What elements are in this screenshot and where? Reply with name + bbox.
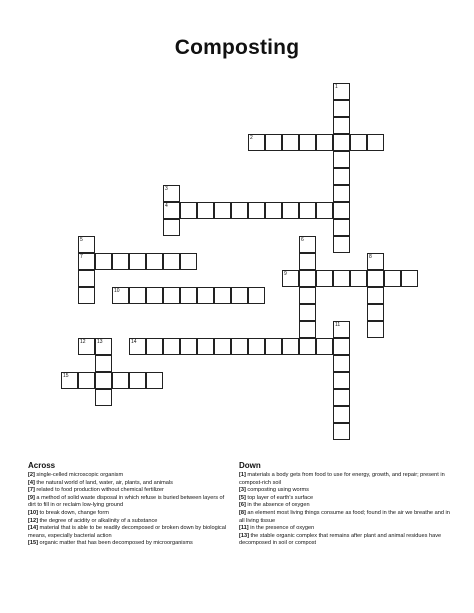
grid-cell[interactable] <box>299 338 316 355</box>
clue-text: a method of solid waste disposal in which refuse is buried between layers of dirt to fill in or reclaim low-lying ground <box>28 494 225 509</box>
grid-cell[interactable] <box>282 202 299 219</box>
across-clue <box>28 480 230 488</box>
grid-cell[interactable] <box>78 253 95 270</box>
clue-label: [2] <box>28 472 35 478</box>
grid-cell[interactable] <box>316 270 333 287</box>
across-heading: Across <box>28 461 56 470</box>
grid-cell[interactable] <box>248 202 265 219</box>
clue-number: 3 <box>165 186 168 192</box>
across-clue <box>28 472 230 480</box>
grid-cell[interactable] <box>180 287 197 304</box>
grid-cell[interactable] <box>333 236 350 253</box>
grid-cell[interactable] <box>112 372 129 389</box>
across-list <box>28 472 230 548</box>
grid-cell[interactable] <box>282 134 299 151</box>
grid-cell[interactable] <box>316 134 333 151</box>
grid-cell[interactable] <box>333 117 350 134</box>
clue-text: organic matter that has been decomposed by microorganisms <box>39 540 193 547</box>
clue-text: composting using worms <box>247 487 309 494</box>
grid-cell[interactable] <box>78 372 95 389</box>
clue-label: [4] <box>28 479 35 486</box>
clue-label: [11] <box>239 525 249 532</box>
grid-cell[interactable] <box>163 202 180 219</box>
grid-cell[interactable] <box>299 253 316 270</box>
clue-label: [12] <box>28 517 38 524</box>
down-clue <box>239 472 451 487</box>
across-clues <box>28 461 230 548</box>
grid-cell[interactable] <box>197 202 214 219</box>
grid-cell[interactable] <box>95 372 112 389</box>
clue-number: 10 <box>114 288 120 294</box>
grid-cell[interactable] <box>163 219 180 236</box>
grid-cell[interactable] <box>299 202 316 219</box>
grid-cell[interactable] <box>197 287 214 304</box>
grid-cell[interactable] <box>146 287 163 304</box>
grid-cell[interactable] <box>265 202 282 219</box>
grid-cell[interactable] <box>129 287 146 304</box>
grid-cell[interactable] <box>197 338 214 355</box>
grid-cell[interactable] <box>367 287 384 304</box>
grid-cell[interactable] <box>214 287 231 304</box>
grid-cell[interactable] <box>78 236 95 253</box>
clue-label: [6] <box>239 502 246 509</box>
grid-cell[interactable] <box>299 287 316 304</box>
grid-cell[interactable] <box>112 253 129 270</box>
clue-number: 12 <box>80 339 86 345</box>
grid-cell[interactable] <box>299 134 316 151</box>
down-clue <box>239 525 451 533</box>
clue-number: 9 <box>284 271 287 277</box>
grid-cell[interactable] <box>231 287 248 304</box>
grid-cell[interactable] <box>299 236 316 253</box>
grid-cell[interactable] <box>78 287 95 304</box>
clue-number: 11 <box>335 322 341 328</box>
clue-number: 13 <box>97 339 103 345</box>
down-clues <box>239 461 451 548</box>
clue-number: 4 <box>165 203 168 209</box>
grid-cell[interactable] <box>299 321 316 338</box>
grid-cell[interactable] <box>384 270 401 287</box>
clue-label: [9] <box>28 494 35 501</box>
grid-cell[interactable] <box>333 151 350 168</box>
across-clue <box>28 525 230 540</box>
clue-label: [10] <box>28 509 38 516</box>
grid-cell[interactable] <box>333 372 350 389</box>
grid-cell[interactable] <box>299 270 316 287</box>
down-heading: Down <box>239 461 261 470</box>
grid-cell[interactable] <box>231 338 248 355</box>
grid-cell[interactable] <box>95 253 112 270</box>
grid-cell[interactable] <box>333 355 350 372</box>
grid-cell[interactable] <box>350 270 367 287</box>
clue-label: [7] <box>28 487 35 494</box>
grid-cell[interactable] <box>78 338 95 355</box>
clue-text: single-celled microscopic organism <box>36 472 124 478</box>
grid-cell[interactable] <box>265 134 282 151</box>
grid-cell[interactable] <box>282 270 299 287</box>
grid-cell[interactable] <box>214 202 231 219</box>
grid-cell[interactable] <box>299 304 316 321</box>
grid-cell[interactable] <box>282 338 299 355</box>
grid-cell[interactable] <box>248 338 265 355</box>
grid-cell[interactable] <box>214 338 231 355</box>
grid-cell[interactable] <box>95 355 112 372</box>
clue-label: [15] <box>28 540 38 547</box>
clue-text: materials a body gets from food to use for energy, growth, and repair; present in compost-rich soil <box>239 472 445 486</box>
grid-cell[interactable] <box>248 287 265 304</box>
grid-cell[interactable] <box>333 423 350 440</box>
grid-cell[interactable] <box>129 253 146 270</box>
clue-label: [3] <box>239 487 246 494</box>
grid-cell[interactable] <box>333 202 350 219</box>
grid-cell[interactable] <box>129 338 146 355</box>
clue-number: 1 <box>335 84 338 90</box>
clue-text: in the presence of oxygen <box>250 525 315 532</box>
across-clue <box>28 540 230 548</box>
grid-cell[interactable] <box>95 338 112 355</box>
grid-cell[interactable] <box>333 270 350 287</box>
across-clue <box>28 495 230 510</box>
clue-number: 5 <box>80 237 83 243</box>
clue-number: 8 <box>369 254 372 260</box>
grid-cell[interactable] <box>163 253 180 270</box>
grid-cell[interactable] <box>180 202 197 219</box>
down-clue <box>239 502 451 510</box>
clue-text: material that is able to be readily decomposed or broken down by biological means, especially bacterial action <box>28 525 227 539</box>
grid-cell[interactable] <box>367 134 384 151</box>
clue-text: related to food production without chemical fertilizer <box>36 487 164 494</box>
grid-cell[interactable] <box>231 202 248 219</box>
grid-cell[interactable] <box>61 372 78 389</box>
page-title: Composting <box>174 36 300 59</box>
grid-cell[interactable] <box>316 338 333 355</box>
down-list <box>239 472 451 548</box>
grid-cell[interactable] <box>333 219 350 236</box>
grid-cell[interactable] <box>367 304 384 321</box>
clue-label: [1] <box>239 472 246 478</box>
clue-text: the natural world of land, water, air, plants, and animals <box>36 479 173 486</box>
clue-text: the stable organic complex that remains after plant and animal residues have decomposed in soil or compost <box>239 532 442 547</box>
grid-cell[interactable] <box>367 270 384 287</box>
grid-cell[interactable] <box>333 338 350 355</box>
clue-number: 15 <box>63 373 69 379</box>
grid-cell[interactable] <box>316 202 333 219</box>
grid-cell[interactable] <box>163 287 180 304</box>
clue-text: an element most living things consume as food; found in the air we breathe and in all living tissue <box>239 509 450 524</box>
clue-number: 7 <box>80 254 83 260</box>
grid-cell[interactable] <box>367 321 384 338</box>
grid-cell[interactable] <box>333 134 350 151</box>
clue-number: 6 <box>301 237 304 243</box>
across-clue <box>28 487 230 495</box>
grid-cell[interactable] <box>333 168 350 185</box>
grid-cell[interactable] <box>95 389 112 406</box>
grid-cell[interactable] <box>401 270 418 287</box>
clue-number: 2 <box>250 135 253 141</box>
clue-number: 14 <box>131 339 137 345</box>
grid-cell[interactable] <box>333 321 350 338</box>
grid-cell[interactable] <box>265 338 282 355</box>
grid-cell[interactable] <box>367 253 384 270</box>
down-clue <box>239 510 451 525</box>
grid-cell[interactable] <box>333 185 350 202</box>
grid-cell[interactable] <box>180 338 197 355</box>
grid-cell[interactable] <box>163 185 180 202</box>
grid-cell[interactable] <box>146 338 163 355</box>
grid-cell[interactable] <box>146 372 163 389</box>
grid-cell[interactable] <box>333 406 350 423</box>
down-clue <box>239 533 451 548</box>
clue-label: [5] <box>239 494 246 501</box>
across-clue <box>28 510 230 518</box>
grid-cell[interactable] <box>333 100 350 117</box>
grid-cell[interactable] <box>333 389 350 406</box>
clue-label: [14] <box>28 525 38 532</box>
clue-text: in the absence of oxygen <box>247 502 310 509</box>
down-clue <box>239 495 451 503</box>
grid-cell[interactable] <box>78 270 95 287</box>
grid-cell[interactable] <box>112 287 129 304</box>
across-clue <box>28 518 230 526</box>
grid-cell[interactable] <box>163 338 180 355</box>
grid-cell[interactable] <box>350 134 367 151</box>
down-clue <box>239 487 451 495</box>
grid-cell[interactable] <box>146 253 163 270</box>
clue-text: the degree of acidity or alkalinity of a substance <box>39 517 158 524</box>
grid-cell[interactable] <box>129 372 146 389</box>
grid-cell[interactable] <box>333 83 350 100</box>
grid-cell[interactable] <box>180 253 197 270</box>
clue-label: [8] <box>239 509 246 516</box>
clue-label: [13] <box>239 532 249 539</box>
grid-cell[interactable] <box>248 134 265 151</box>
clue-text: to break down, change form <box>39 509 109 516</box>
clue-text: top layer of earth's surface <box>247 494 314 501</box>
